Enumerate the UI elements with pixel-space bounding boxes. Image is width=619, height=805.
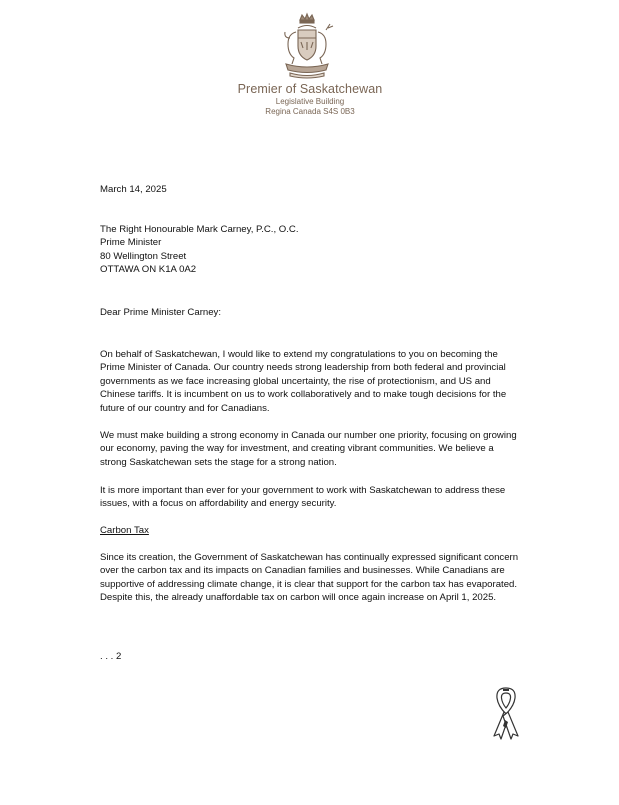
section-heading — [100, 524, 520, 537]
body-paragraph — [100, 429, 520, 469]
body-paragraph — [100, 484, 520, 511]
recipient-title: Prime Minister — [100, 237, 162, 249]
letterhead — [220, 82, 400, 116]
body-paragraph — [100, 551, 520, 605]
recipient-name: The Right Honourable Mark Carney, P.C., O.C. — [100, 224, 299, 235]
awareness-ribbon-icon — [488, 684, 524, 742]
date-text: March 14, 2025 — [100, 184, 167, 195]
coat-of-arms-icon — [276, 12, 338, 80]
page-continuation — [100, 650, 520, 663]
letterhead-building: Legislative Building — [275, 97, 345, 106]
body-paragraph — [100, 348, 520, 415]
section-heading-text: Carbon Tax — [100, 525, 149, 536]
recipient-city: OTTAWA ON K1A 0A2 — [100, 264, 197, 276]
paragraph-text: On behalf of Saskatchewan, I would like to extend my congratulations to you on becoming the Prime Minister of Canada. Our country needs strong leadership from both federal and provincial governments as we face increasing global uncertainty, the rise of protectionism, and US and Chinese tariffs. It is incumbent on us to work collaboratively and to make tough decisions for the future of our country and for Canadians. — [100, 349, 507, 414]
recipient-street: 80 Wellington Street — [100, 250, 187, 262]
letterhead-address: Regina Canada S4S 0B3 — [265, 106, 355, 116]
letter-date — [100, 183, 520, 196]
salutation — [100, 306, 520, 319]
recipient-address — [100, 223, 520, 277]
paragraph-text: It is more important than ever for your government to work with Saskatchewan to address these issues, with a focus on affordability and energy security. — [100, 485, 506, 510]
letterhead-office: Premier of Saskatchewan — [237, 82, 383, 96]
salutation-text: Dear Prime Minister Carney: — [100, 307, 222, 318]
paragraph-text: Since its creation, the Government of Saskatchewan has continually expressed significant concern over the carbon tax and its impacts on Canadian families and businesses. While Canadians are supportive of addressing climate change, it is clear that support for the carbon tax has evaporated. Despite this, the already unaffordable tax on carbon will once again increase on April 1, 2025. — [100, 552, 519, 604]
paragraph-text: We must make building a strong economy in Canada our number one priority, focusing on growing our economy, paving the way for investment, and creating vibrant communities. We believe a strong Saskatchewan sets the stage for a strong nation. — [100, 430, 517, 468]
continuation-text: . . . 2 — [100, 651, 122, 662]
